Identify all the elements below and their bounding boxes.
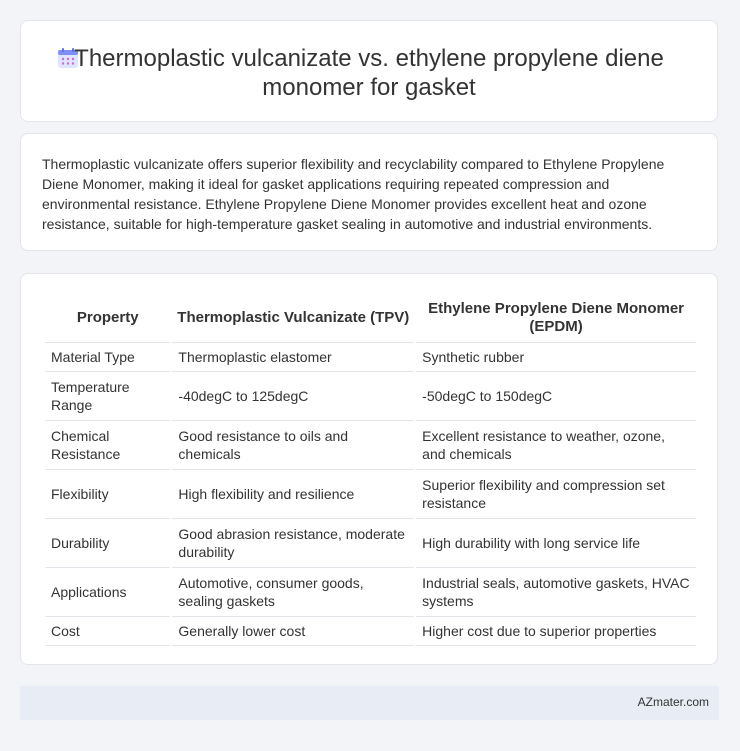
table-row (45, 568, 696, 617)
page-title-line2: monomer for gasket (262, 74, 476, 101)
row-property: Temperature Range (45, 372, 170, 421)
row-epdm-value: Superior flexibility and compression set resistance (416, 470, 696, 519)
row-tpv-value: Generally lower cost (172, 617, 414, 646)
row-property: Cost (45, 617, 170, 646)
table-row (45, 421, 696, 470)
row-epdm-value: Industrial seals, automotive gaskets, HVAC systems (416, 568, 696, 617)
header-epdm: Ethylene Propylene Diene Monomer (EPDM) (416, 294, 696, 343)
summary-card (20, 133, 718, 251)
row-property: Chemical Resistance (45, 421, 170, 470)
row-epdm-value: Higher cost due to superior properties (416, 617, 696, 646)
row-epdm-value: -50degC to 150degC (416, 372, 696, 421)
summary-text: Thermoplastic vulcanizate offers superior flexibility and recyclability compared to Ethylene Propylene Diene Monomer, making it ideal for gasket applications requiring repeated compression and environmental resistance. Ethylene Propylene Diene Monomer provides excellent heat and ozone resistance, suitable for high-temperature gasket sealing in automotive and industrial environments. (42, 156, 665, 232)
row-property: Applications (45, 568, 170, 617)
row-tpv-value: Automotive, consumer goods, sealing gaskets (172, 568, 414, 617)
row-tpv-value: -40degC to 125degC (172, 372, 414, 421)
row-tpv-value: High flexibility and resilience (172, 470, 414, 519)
row-epdm-value: High durability with long service life (416, 519, 696, 568)
table-row (45, 372, 696, 421)
footer-bar (20, 686, 719, 720)
row-epdm-value: Synthetic rubber (416, 343, 696, 372)
page-title-line1: Thermoplastic vulcanizate vs. ethylene propylene diene (74, 45, 664, 72)
comparison-table (43, 294, 698, 646)
page-title (21, 44, 717, 102)
title-card (20, 20, 718, 122)
table-row (45, 617, 696, 646)
comparison-card (20, 273, 718, 665)
row-epdm-value: Excellent resistance to weather, ozone, and chemicals (416, 421, 696, 470)
row-tpv-value: Thermoplastic elastomer (172, 343, 414, 372)
header-property: Property (45, 294, 170, 343)
table-row (45, 470, 696, 519)
row-property: Flexibility (45, 470, 170, 519)
row-tpv-value: Good abrasion resistance, moderate durability (172, 519, 414, 568)
footer-site-link[interactable]: AZmater.com (637, 695, 709, 709)
table-header-row (45, 294, 696, 343)
row-tpv-value: Good resistance to oils and chemicals (172, 421, 414, 470)
table-row (45, 343, 696, 372)
row-property: Durability (45, 519, 170, 568)
header-tpv: Thermoplastic Vulcanizate (TPV) (172, 294, 414, 343)
row-property: Material Type (45, 343, 170, 372)
table-row (45, 519, 696, 568)
